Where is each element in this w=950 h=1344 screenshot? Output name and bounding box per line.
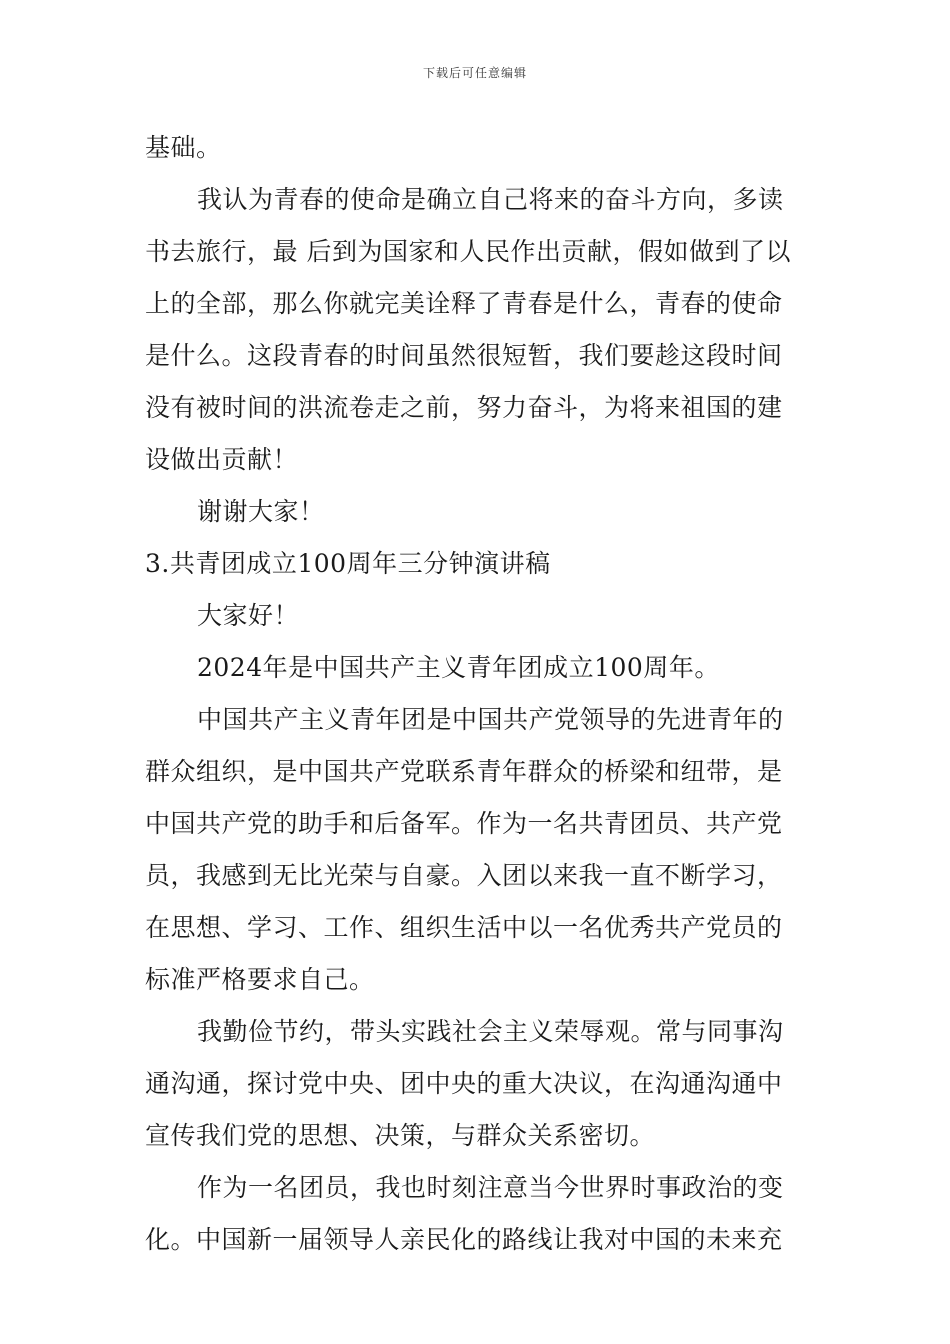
text-line: 通沟通，探讨党中央、团中央的重大决议，在沟通沟通中: [145, 1069, 783, 1098]
section-heading: 3.共青团成立100周年三分钟演讲稿: [145, 549, 551, 578]
paragraph-first-line: 我勤俭节约，带头实践社会主义荣辱观。常与同事沟: [197, 1017, 784, 1046]
text-line: 化。中国新一届领导人亲民化的路线让我对中国的未来充: [145, 1225, 783, 1254]
paragraph-first-line: 作为一名团员，我也时刻注意当今世界时事政治的变: [197, 1173, 784, 1202]
page-header: 下载后可任意编辑: [422, 66, 527, 80]
text-line: 没有被时间的洪流卷走之前，努力奋斗，为将来祖国的建: [145, 393, 783, 422]
paragraph-first-line: 2024年是中国共产主义青年团成立100周年。: [197, 653, 720, 682]
text-line: 在思想、学习、工作、组织生活中以一名优秀共产党员的: [145, 913, 783, 942]
text-line: 宣传我们党的思想、决策，与群众关系密切。: [145, 1121, 656, 1150]
closing-thanks: 谢谢大家！: [197, 497, 325, 526]
text-line: 标准严格要求自己。: [145, 965, 375, 994]
text-line: 设做出贡献！: [145, 445, 299, 474]
text-line: 群众组织，是中国共产党联系青年群众的桥梁和纽带，是: [145, 757, 783, 786]
text-line: 员，我感到无比光荣与自豪。入团以来我一直不断学习，: [145, 861, 783, 890]
text-line: 是什么。这段青春的时间虽然很短暂，我们要趁这段时间: [145, 341, 783, 370]
greeting: 大家好！: [197, 601, 300, 630]
text-line: 书去旅行，最 后到为国家和人民作出贡献，假如做到了以: [145, 237, 791, 266]
paragraph-first-line: 中国共产主义青年团是中国共产党领导的先进青年的: [197, 705, 784, 734]
text-line: 上的全部，那么你就完美诠释了青春是什么，青春的使命: [145, 289, 783, 318]
text-line: 基础。: [145, 133, 222, 162]
document-body: [145, 122, 807, 1266]
text-line: 中国共产党的助手和后备军。作为一名共青团员、共产党: [145, 809, 783, 838]
paragraph-first-line: 我认为青春的使命是确立自己将来的奋斗方向，多读: [197, 185, 784, 214]
